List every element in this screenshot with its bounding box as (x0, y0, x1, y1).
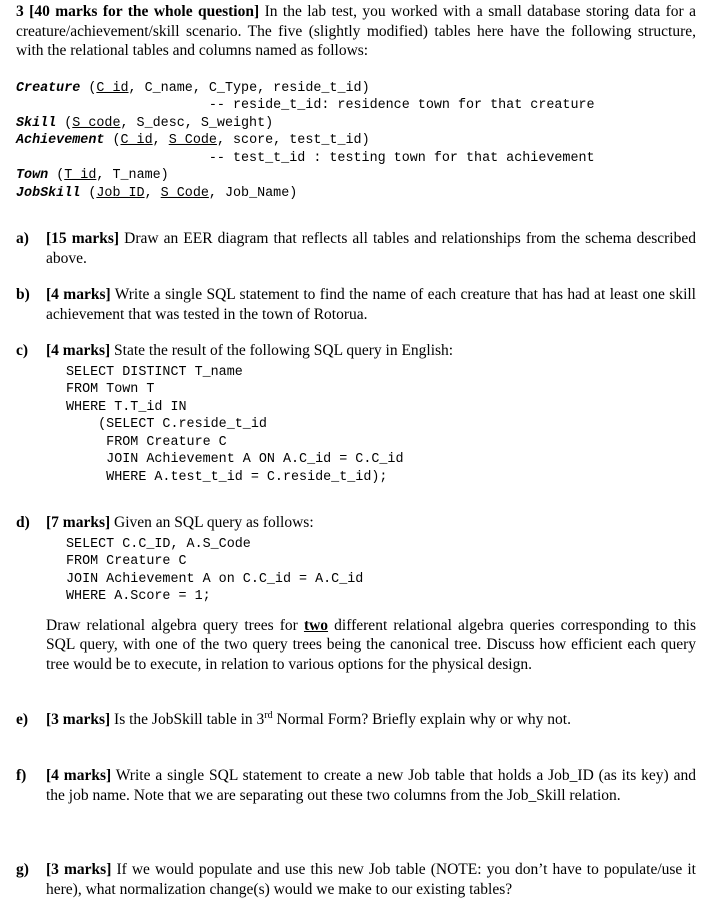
question-f: f) [4 marks] Write a single SQL statement to create a new Job table that holds a Job_ID (as its key) and the job name. Note that we are separating out these two columns from the Job_Skill relation. (16, 767, 696, 804)
question-number: 3 (16, 3, 24, 20)
schema-achievement-comment: -- test_t_id : testing town for that achievement (16, 150, 595, 166)
schema-achievement: Achievement (C_id, S_Code, score, test_t_id) (16, 133, 370, 149)
question-d: d) [7 marks] Given an SQL query as follows: SELECT C.C_ID, A.S_Code FROM Creature C JOIN Achievement A on C.C_id = A.C_id WHERE A.Score = 1; Draw relational algebra query trees for two different relational algebra queries corresponding to this SQL query, with one of the two query trees being the canonical tree. Discuss how efficient each query tree would be to execute, in relation to various options for the physical design. (16, 514, 697, 673)
question-g: g) [3 marks] If we would populate and use this new Job table (NOTE: you don’t have to populate/use it here), what normalization change(s) would we make to our existing tables? (16, 861, 696, 898)
schema-creature-comment: -- reside_t_id: residence town for that creature (16, 98, 595, 114)
question-marks: [40 marks for the whole question] (29, 3, 260, 20)
schema-skill: Skill (S_code, S_desc, S_weight) (16, 115, 274, 131)
intro-text: In the lab test, you worked with a small database storing data for a creature/achievement/skill scenario. The five (slightly modified) tables here have the following structure, with the relational tables and columns named as follows: (16, 3, 697, 59)
code-block-d: SELECT C.C_ID, A.S_Code FROM Creature C JOIN Achievement A on C.C_id = A.C_id WHERE A.Score = 1; (66, 536, 364, 605)
code-block-c: SELECT DISTINCT T_name FROM Town T WHERE T.T_id IN (SELECT C.reside_t_id FROM Creature C JOIN Achievement A ON A.C_id = C.C_id WHERE A.test_t_id = C.reside_t_id); (66, 364, 404, 486)
question-c: c) [4 marks] State the result of the following SQL query in English: SELECT DISTINCT T_name FROM Town T WHERE T.T_id IN (SELECT C.reside_t_id FROM Creature C JOIN Achievement A ON A.C_id = C.C_id WHERE A.test_t_id = C.reside_t_id); (16, 341, 696, 487)
question-intro (16, 2, 696, 61)
schema-block (16, 80, 696, 203)
schema-jobskill: JobSkill (Job_ID, S_Code, Job_Name) (16, 186, 298, 202)
exam-page (16, 2, 696, 203)
schema-creature: Creature (C_id, C_name, C_Type, reside_t_id) (16, 80, 370, 96)
question-a: a) [15 marks] Draw an EER diagram that reflects all tables and relationships from the schema described above. (16, 230, 696, 267)
question-d-paragraph: Draw relational algebra query trees for two different relational algebra queries corresponding to this SQL query, with one of the two query trees being the canonical tree. Discuss how efficient each query tree would be to execute, in relation to various options for the physical design. (46, 616, 697, 673)
schema-town: Town (T_id, T_name) (16, 168, 169, 184)
question-b: b) [4 marks] Write a single SQL statement to find the name of each creature that has had at least one skill achievement that was tested in the town of Rotorua. (16, 286, 696, 323)
question-e: e) [3 marks] Is the JobSkill table in 3rd Normal Form? Briefly explain why or why not. (16, 709, 571, 728)
